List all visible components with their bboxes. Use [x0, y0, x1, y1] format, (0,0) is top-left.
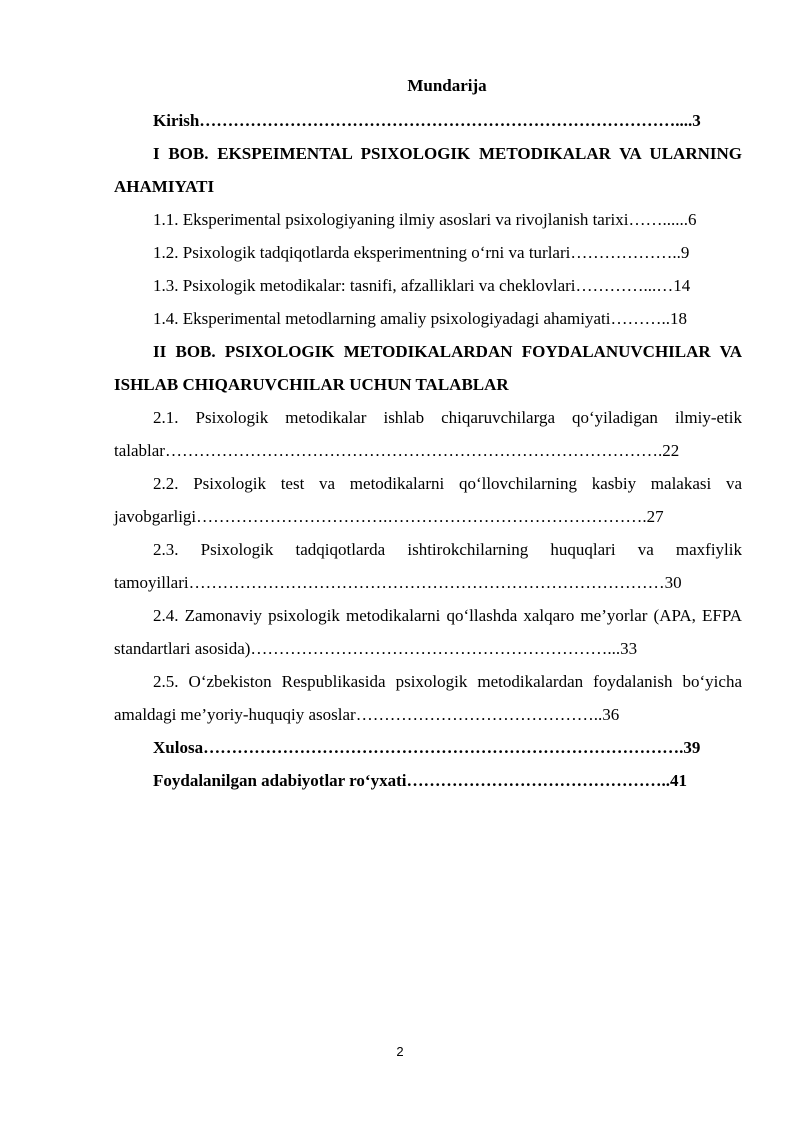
page-title: Mundarija — [407, 76, 487, 95]
toc-entry-2-3: 2.3. Psixologik tadqiqotlarda ishtirokchilarning huquqlari va maxfiylik tamoyillari…………………………………………………………………………30 — [114, 540, 742, 592]
toc-chapter-1-heading: I BOB. EKSPEIMENTAL PSIXOLOGIK METODIKALAR VA ULARNING AHAMIYATI — [114, 144, 742, 196]
toc-entry-2-1: 2.1. Psixologik metodikalar ishlab chiqaruvchilarga qo‘yiladigan ilmiy-etik talablar…………………………………………………………………………….22 — [114, 408, 742, 460]
toc-entry-1-3: 1.3. Psixologik metodikalar: tasnifi, afzalliklari va cheklovlari…………...…14 — [153, 276, 691, 295]
toc-entry-references: Foydalanilgan adabiyotlar ro‘yxati………………………………………..41 — [153, 771, 687, 790]
toc-entry-1-2: 1.2. Psixologik tadqiqotlarda eksperimentning o‘rni va turlari………………..9 — [153, 243, 690, 262]
toc-entry-conclusion: Xulosa………………………………………………………………………….39 — [153, 738, 701, 757]
toc-entry-2-2: 2.2. Psixologik test va metodikalarni qo‘llovchilarning kasbiy malakasi va javobgarligi…………………………….……………………………………….27 — [114, 474, 742, 526]
toc-entry-2-4: 2.4. Zamonaviy psixologik metodikalarni qo‘llashda xalqaro me’yorlar (APA, EFPA standartlari asosida)………………………………………………………...33 — [114, 606, 742, 658]
table-of-contents — [114, 104, 742, 797]
toc-entry-2-5: 2.5. O‘zbekiston Respublikasida psixologik metodikalardan foydalanish bo‘yicha amaldagi me’yoriy-huquqiy asoslar……………………………………..36 — [114, 672, 742, 724]
page-number: 2 — [396, 1044, 404, 1059]
toc-entry-1-1: 1.1. Eksperimental psixologiyaning ilmiy asoslari va rivojlanish tarixi……......6 — [153, 210, 697, 229]
toc-chapter-2-heading: II BOB. PSIXOLOGIK METODIKALARDAN FOYDALANUVCHILAR VA ISHLAB CHIQARUVCHILAR UCHUN TALABLAR — [114, 342, 742, 394]
toc-entry-introduction: Kirish…………………………………………………………………………....3 — [153, 111, 701, 130]
toc-entry-1-4: 1.4. Eksperimental metodlarning amaliy psixologiyadagi ahamiyati………..18 — [153, 309, 687, 328]
